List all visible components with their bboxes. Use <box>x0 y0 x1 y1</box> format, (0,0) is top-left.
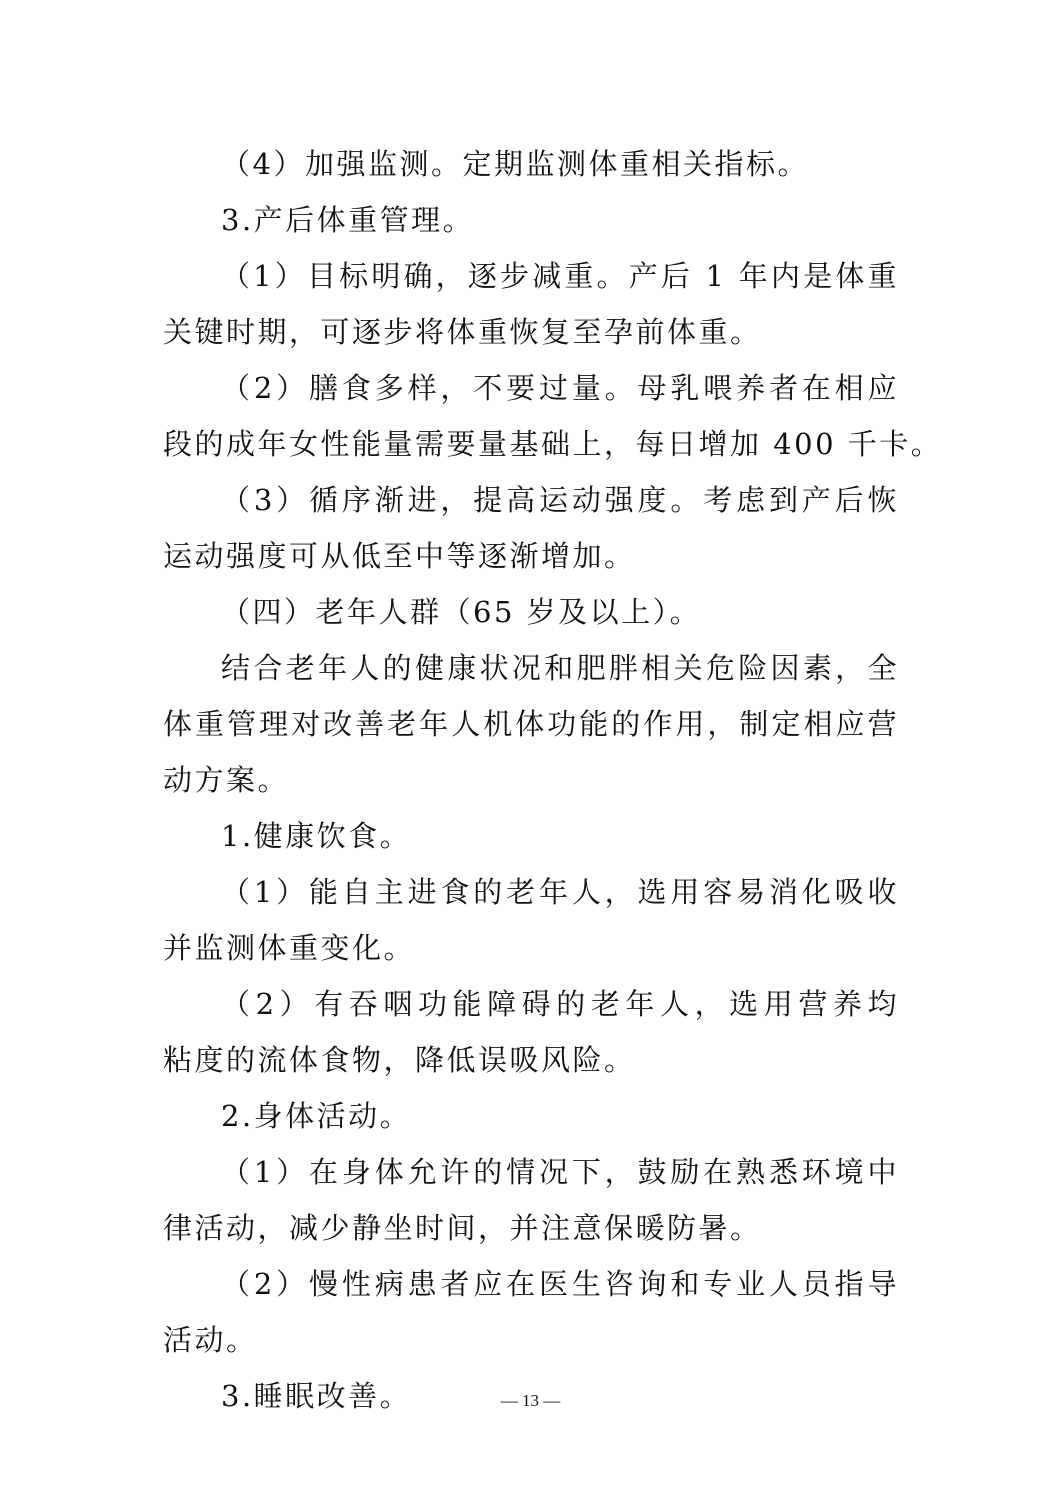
body-text <box>163 136 943 1424</box>
text-line-12: 动方案。 <box>163 763 290 797</box>
page-number: — 13 — <box>500 1391 561 1410</box>
text-line-19: （1）在身体允许的情况下，鼓励在熟悉环境中 <box>221 1155 899 1189</box>
text-line-5: （2）膳食多样，不要过量。母乳喂养者在相应 <box>221 371 899 405</box>
text-line-4: 关键时期，可逐步将体重恢复至孕前体重。 <box>163 315 762 349</box>
text-line-2: 3.产后体重管理。 <box>221 203 475 237</box>
text-line-18: 2.身体活动。 <box>221 1099 412 1133</box>
text-line-11: 体重管理对改善老年人机体功能的作用，制定相应营 <box>163 707 899 741</box>
text-line-16: （2）有吞咽功能障碍的老年人，选用营养均 <box>221 987 899 1021</box>
text-line-23: 3.睡眠改善。 <box>221 1379 412 1413</box>
text-line-21: （2）慢性病患者应在医生咨询和专业人员指导 <box>221 1267 899 1301</box>
text-line-8: 运动强度可从低至中等逐渐增加。 <box>163 539 636 573</box>
text-line-14: （1）能自主进食的老年人，选用容易消化吸收 <box>221 875 899 909</box>
text-line-6: 段的成年女性能量需要量基础上，每日增加 400 千卡。 <box>163 427 943 461</box>
text-line-15: 并监测体重变化。 <box>163 931 416 965</box>
section-heading-elderly: （四）老年人群（65 岁及以上）。 <box>221 595 702 629</box>
text-line-7: （3）循序渐进，提高运动强度。考虑到产后恢 <box>221 483 899 517</box>
text-line-22: 活动。 <box>163 1323 258 1357</box>
text-line-1: （4）加强监测。定期监测体重相关指标。 <box>221 147 809 181</box>
text-line-17: 粘度的流体食物，降低误吸风险。 <box>163 1043 636 1077</box>
text-line-10: 结合老年人的健康状况和肥胖相关危险因素，全 <box>221 651 899 685</box>
text-line-3: （1）目标明确，逐步减重。产后 1 年内是体重 <box>221 259 899 293</box>
text-line-13: 1.健康饮食。 <box>221 819 412 853</box>
text-line-20: 律活动，减少静坐时间，并注意保暖防暑。 <box>163 1211 762 1245</box>
